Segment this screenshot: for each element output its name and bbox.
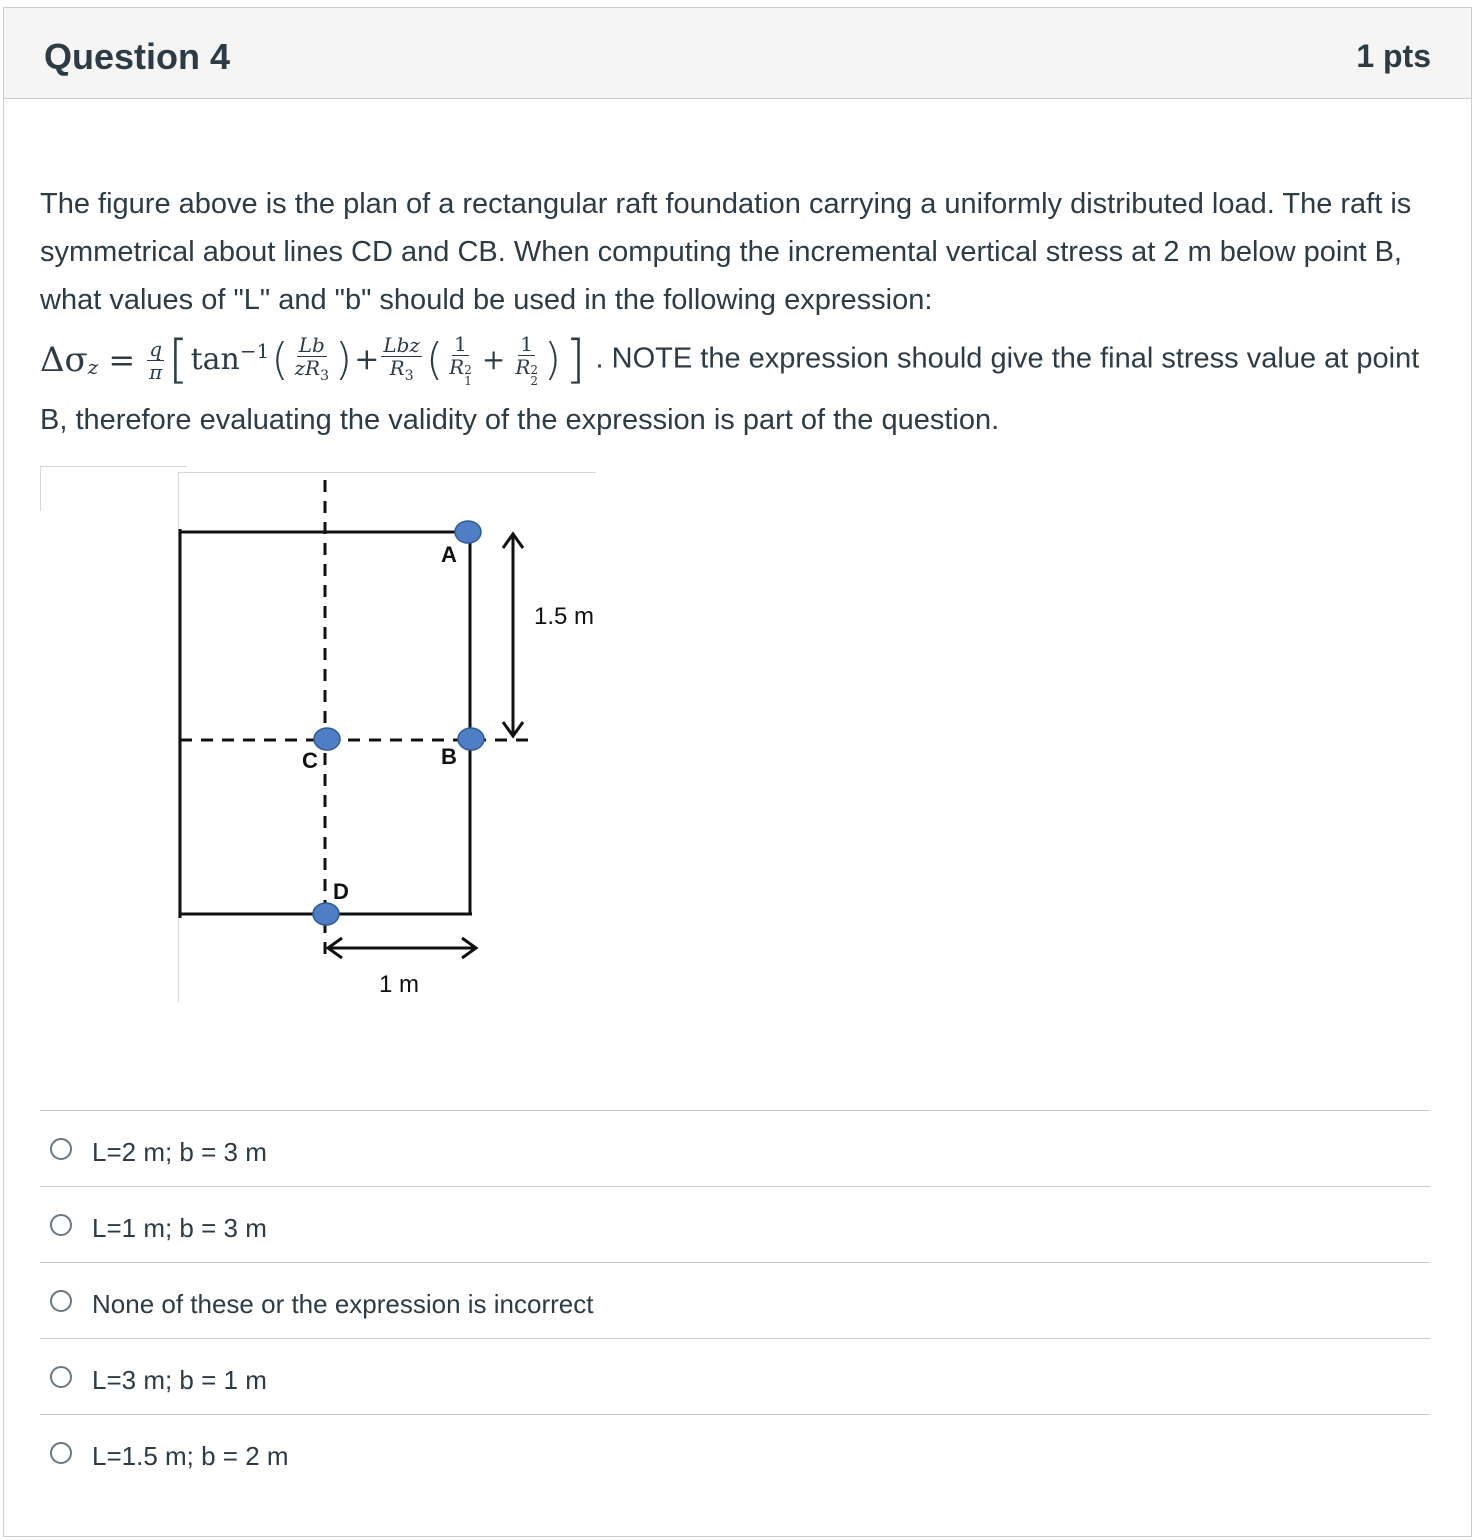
formula-lbz-over-r3 xyxy=(381,334,422,387)
answer-option-2[interactable] xyxy=(40,1186,1430,1262)
label-a: A xyxy=(441,542,457,567)
question-title: Question 4 xyxy=(44,36,231,77)
formula-lb: Lb xyxy=(298,332,325,357)
formula-plus1: + xyxy=(354,342,380,377)
formula-zr-sub: 3 xyxy=(320,367,330,384)
dimension-vertical-arrow xyxy=(503,534,523,736)
formula-pi: π xyxy=(149,359,163,384)
dimension-horizontal-arrow xyxy=(328,938,476,958)
formula-one-b: 1 xyxy=(520,332,534,356)
answer-option-4[interactable] xyxy=(40,1338,1430,1414)
question-text xyxy=(40,180,1440,444)
answer-label[interactable]: L=1 m; b = 3 m xyxy=(92,1213,267,1243)
formula-zr: zR xyxy=(294,355,321,380)
formula-q-over-pi xyxy=(147,338,164,383)
formula-close-bracket: ] xyxy=(565,330,586,390)
answer-option-5[interactable] xyxy=(40,1414,1430,1490)
formula-close-paren1: ) xyxy=(335,334,353,385)
answer-label[interactable]: None of these or the expression is incorrect xyxy=(92,1289,594,1319)
formula-equals: = xyxy=(108,341,136,379)
answer-label[interactable]: L=3 m; b = 1 m xyxy=(92,1365,267,1395)
formula-lb-over-zr3 xyxy=(293,334,332,387)
formula-r2-sub: 2 xyxy=(530,374,539,388)
point-a xyxy=(455,521,481,543)
answer-option-1[interactable] xyxy=(40,1110,1430,1186)
answer-label[interactable]: L=1.5 m; b = 2 m xyxy=(92,1441,289,1471)
question-text-part1: The figure above is the plan of a rectangular raft foundation carrying a uniformly distributed load. The raft is symmetrical about lines CD and CB. When computing the incremental vertical stress at 2 m below point B, what values of "L" and "b" should be used in the following expression: xyxy=(40,188,1412,316)
question-points: 1 pts xyxy=(1356,38,1431,74)
formula-lhs: Δσ xyxy=(40,340,88,380)
formula-r3-sub: 3 xyxy=(404,367,414,384)
formula-tan: tan xyxy=(190,342,240,377)
dimension-horizontal-label: 1 m xyxy=(379,971,420,998)
formula-inverse: −1 xyxy=(239,339,270,363)
radio-button[interactable] xyxy=(50,1366,72,1388)
label-b: B xyxy=(441,744,457,769)
formula-open-paren1: ( xyxy=(271,334,289,385)
radio-button[interactable] xyxy=(50,1442,72,1464)
label-d: D xyxy=(333,879,349,904)
formula-r1-sub: 1 xyxy=(464,374,472,388)
formula-q: q xyxy=(149,336,163,361)
label-c: C xyxy=(302,748,318,773)
stress-formula xyxy=(40,324,587,396)
formula-r3: R xyxy=(389,355,405,380)
radio-button[interactable] xyxy=(50,1138,72,1160)
formula-open-bracket: [ xyxy=(168,330,189,390)
point-d xyxy=(313,903,339,925)
formula-open-paren2: ( xyxy=(425,334,444,385)
formula-one-over-r2sq xyxy=(513,333,540,387)
radio-button[interactable] xyxy=(50,1214,72,1236)
raft-plan-figure xyxy=(40,466,600,1011)
formula-lhs-sub: z xyxy=(87,355,99,379)
answer-list xyxy=(40,1110,1430,1490)
answer-label[interactable]: L=2 m; b = 3 m xyxy=(92,1137,267,1167)
question-text-part2: . NOTE the expression should give the final stress value at point B, therefore evaluating the validity of the expression is part of the question. xyxy=(40,342,1420,436)
radio-button[interactable] xyxy=(50,1290,72,1312)
dimension-vertical-label: 1.5 m xyxy=(534,603,595,630)
formula-close-paren2: ) xyxy=(544,334,562,385)
formula-plus2: + xyxy=(481,343,506,376)
formula-one-over-r1sq xyxy=(447,333,474,387)
figure-points xyxy=(313,521,484,925)
formula-r1-sq: 2 xyxy=(464,363,472,377)
formula-one-a: 1 xyxy=(454,332,467,356)
point-b xyxy=(458,728,484,750)
answer-option-3[interactable] xyxy=(40,1262,1430,1338)
question-header xyxy=(4,8,1471,99)
point-c xyxy=(314,728,340,750)
formula-r2: R xyxy=(515,355,531,379)
formula-r2-sq: 2 xyxy=(530,363,539,377)
formula-r1: R xyxy=(449,355,465,379)
formula-lbz: Lbz xyxy=(383,332,420,357)
